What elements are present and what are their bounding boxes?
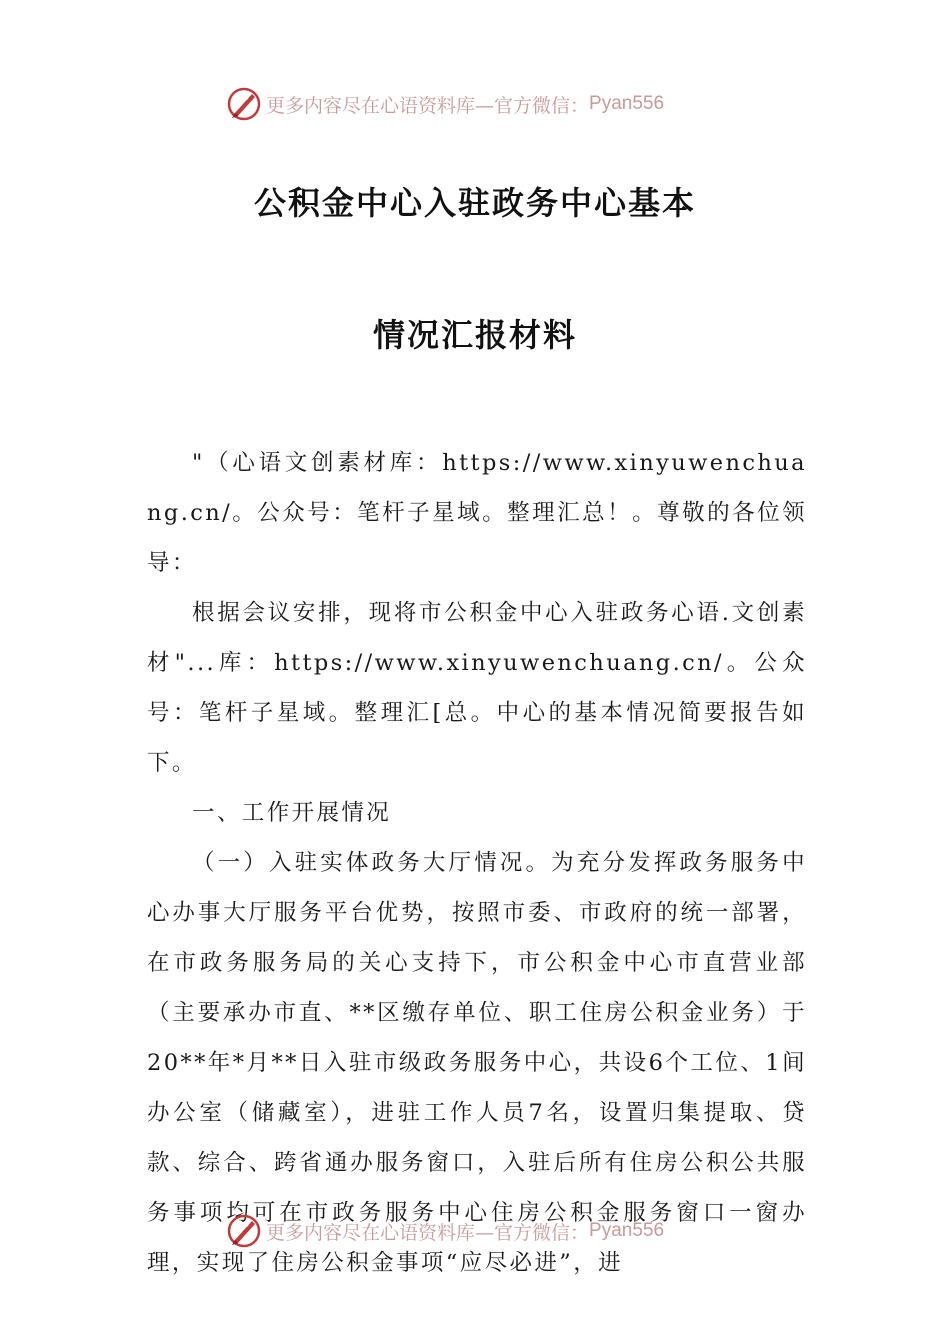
pen-logo-icon	[226, 1213, 262, 1249]
document-title-line1: 公积金中心入驻政务中心基本	[253, 184, 696, 222]
pen-logo-icon	[226, 86, 262, 122]
section-heading: 一、工作开展情况	[192, 800, 392, 826]
banner-text: 更多内容尽在心语资料库—官方微信：	[266, 94, 590, 117]
footer-banner	[226, 1211, 746, 1251]
paragraph: （一）入驻实体政务大厅情况。为充分发挥政务服务中心办事大厅服务平台优势，按照市委、市政府的统一部署，在市政务服务局的关心支持下，市公积金中心市直营业部（主要承办市直、**区缴存单位、职工住房公积金业务）于20**年*月**日入驻市级政务服务中心，共设6个工位、1间办公室（储藏室），进驻工作人员7名，设置归集提取、贷款、综合、跨省通办服务窗口，入驻后所有住房公积公共服务事项均可在市政务服务中心住房公积金服务窗口一窗办理，实现了住房公积金事项“应尽必进”，进	[147, 850, 807, 1276]
document-title-line2: 情况汇报材料	[372, 316, 577, 354]
banner-text: 更多内容尽在心语资料库—官方微信：	[266, 1221, 590, 1244]
banner-wechat-id: Pyan556	[589, 1220, 665, 1241]
banner-wechat-id: Pyan556	[589, 93, 665, 114]
paragraph: 根据会议安排，现将市公积金中心入驻政务心语.文创素材"...库：https://www.xinyuwenchuang.cn/。公众号：笔杆子星域。整理汇[总。中心的基本情况简要报告如下。	[147, 600, 807, 776]
document-body	[147, 438, 807, 1288]
paragraph: "（心语文创素材库：https://www.xinyuwenchuang.cn/。公众号：笔杆子星域。整理汇总！。尊敬的各位领导：	[147, 450, 807, 576]
header-banner	[226, 84, 746, 124]
